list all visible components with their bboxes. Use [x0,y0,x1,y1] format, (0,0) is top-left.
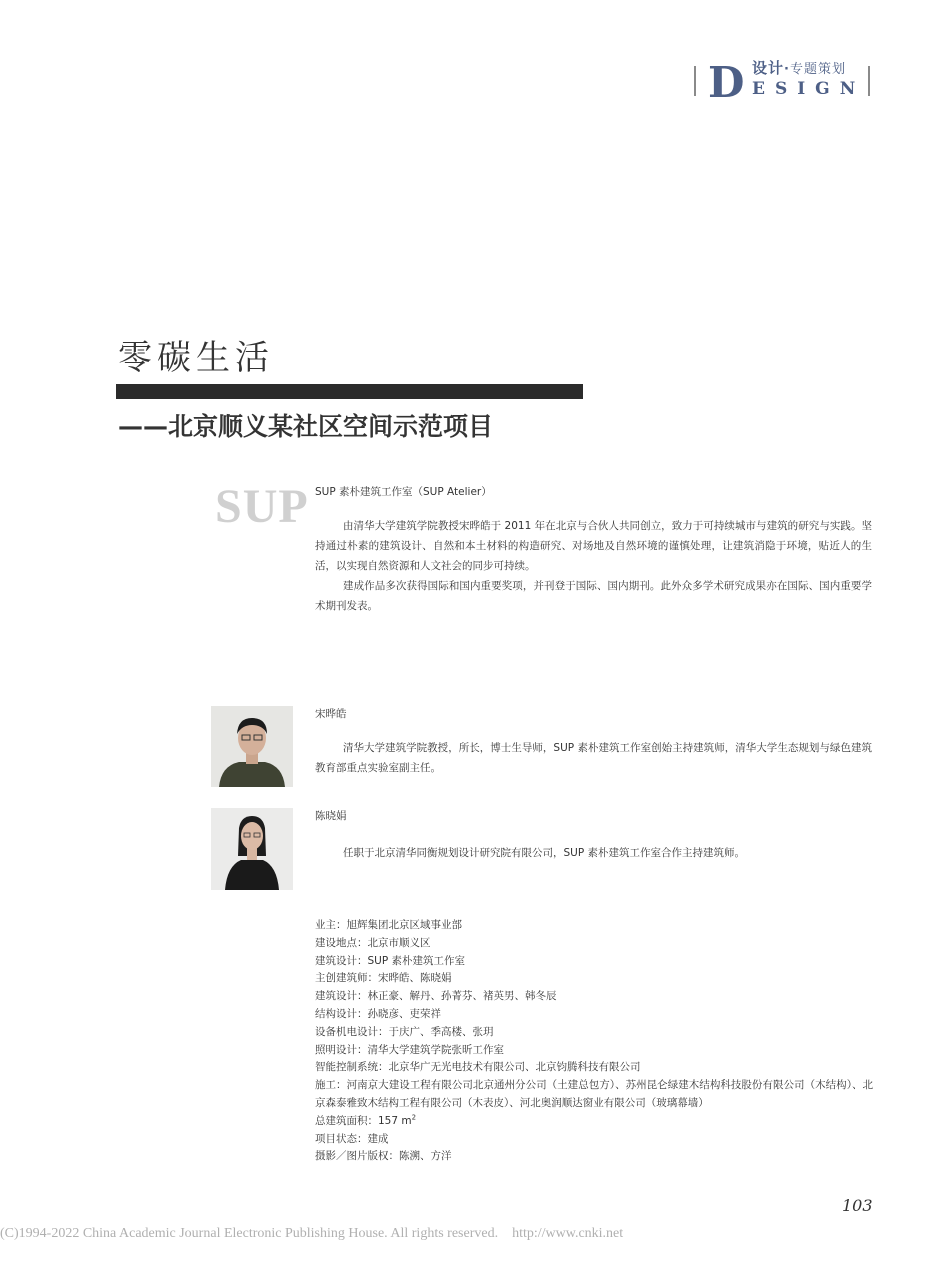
person-name-song: 宋晔皓 [315,708,347,720]
title-rule [116,384,583,399]
page-number: 103 [842,1196,873,1215]
copyright-footer [0,1226,623,1242]
header-design-letter: D [708,58,745,107]
article-subtitle: ——北京顺义某社区空间示范项目 [118,412,494,441]
credit-control: 智能控制系统：北京华广无光电技术有限公司、北京钧腾科技有限公司 [315,1061,641,1074]
portrait-song [211,706,293,787]
credit-owner: 业主：旭辉集团北京区域事业部 [315,919,462,931]
header-left-divider [694,66,696,96]
project-credits [315,917,873,1166]
header-right-divider [868,66,870,96]
credit-status: 项目状态：建成 [315,1132,389,1145]
person-name-chen: 陈晓娟 [315,810,347,822]
credit-area: 总建筑面积：157 $m^2$ [315,1113,417,1127]
header-design-word: ESIGN [752,79,866,99]
credit-photo: 摄影／图片版权：陈溯、方洋 [315,1150,452,1163]
credit-team: 建筑设计：林正豪、解丹、孙菁芬、褚英男、韩冬辰 [315,990,557,1003]
studio-paragraph: 由清华大学建筑学院教授宋晔皓于 2011 年在北京与合伙人共同创立，致力于可持续城市与建筑的研究与实践。坚持通过朴素的建筑设计、自然和本土材料的构造研究、对场地及自然环境的谨慎处理，让建筑消隐于环境，贴近人的生活，以实现自然资源和人文社会的同步可持续。 [315,520,872,572]
credit-mep: 设备机电设计：于庆广、季高楼、张玥 [315,1025,494,1038]
studio-description [315,516,872,616]
studio-paragraph: 建成作品多次获得国际和国内重要奖项，并刊登于国际、国内期刊。此外众多学术研究成果亦在国际、国内重要学术期刊发表。 [315,580,872,612]
sup-logo: SUP [215,480,309,533]
credit-structure: 结构设计：孙晓彦、吏荣祥 [315,1007,441,1020]
credit-location: 建设地点：北京市顺义区 [315,936,431,949]
portrait-chen-image [211,808,293,890]
credit-construction: 施工：河南京大建设工程有限公司北京通州分公司（土建总包方）、苏州昆仑绿建木结构科技股份有限公司（木结构）、北京森泰雅致木结构工程有限公司（木表皮）、河北奥润顺达窗业有限公司（玻璃幕墙） [315,1079,873,1109]
person-bio-song: 清华大学建筑学院教授，所长，博士生导师，SUP 素朴建筑工作室创始主持建筑师，清华大学生态规划与绿色建筑教育部重点实验室副主任。 [315,742,872,774]
portrait-chen [211,808,293,890]
portrait-song-image [211,706,293,787]
header-section-label: 设计·专题策划 [752,59,846,77]
person-bio-chen: 任职于北京清华同衡规划设计研究院有限公司，SUP 素朴建筑工作室合作主持建筑师。 [343,847,746,859]
credit-design: 建筑设计：SUP 素朴建筑工作室 [315,954,466,967]
article-title: 零碳生活 [118,338,274,378]
credit-lighting: 照明设计：清华大学建筑学院张昕工作室 [315,1043,504,1056]
copyright-text: (C)1994-2022 China Academic Journal Electronic Publishing House. All rights reserved. [0,1226,499,1241]
studio-name: SUP 素朴建筑工作室（SUP Atelier） [315,486,492,498]
cnki-link[interactable]: http://www.cnki.net [512,1226,624,1241]
credit-principal: 主创建筑师：宋晔皓、陈晓娟 [315,972,452,985]
